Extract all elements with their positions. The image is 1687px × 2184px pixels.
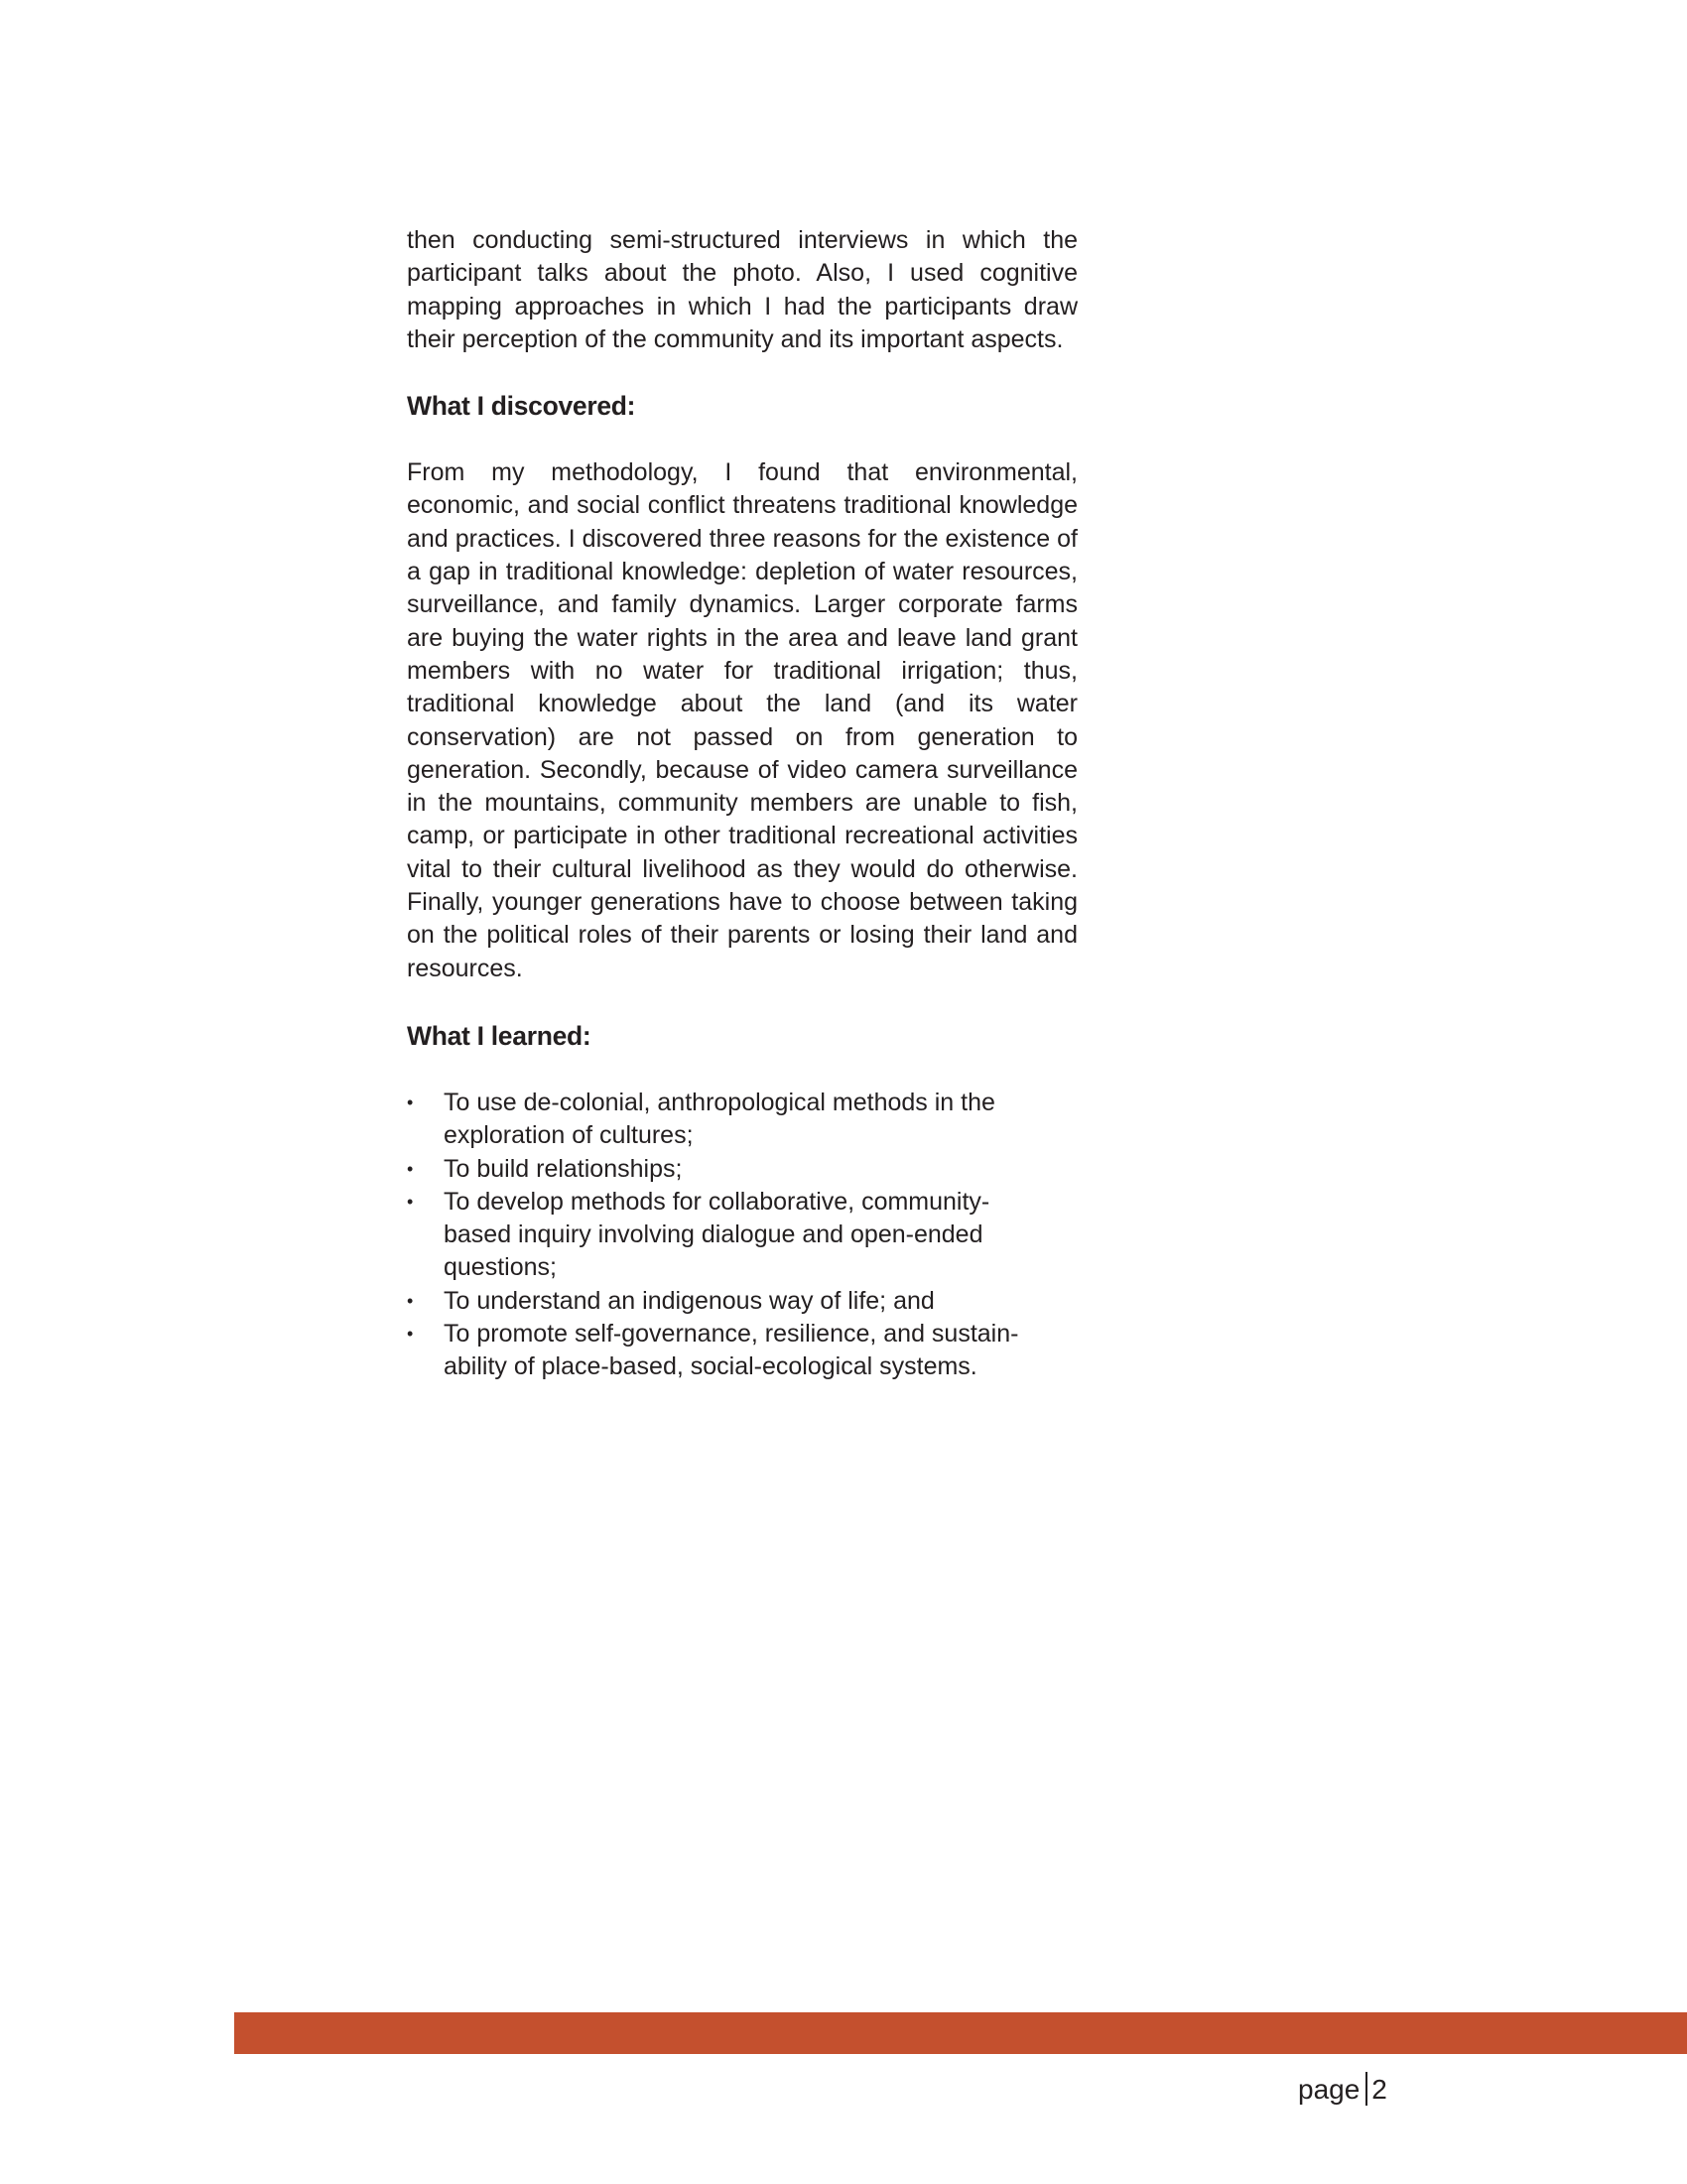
list-item-text: To use de-colonial, anthropological methods in the exploration of cultures;: [444, 1088, 995, 1150]
bullet-icon: •: [407, 1290, 414, 1311]
document-body: [407, 224, 1078, 1384]
page-separator: [1365, 2072, 1367, 2106]
bullet-icon: •: [407, 1324, 414, 1345]
learned-heading: What I learned:: [407, 1020, 591, 1051]
list-item-text: To understand an indigenous way of life; and: [444, 1286, 935, 1315]
discovered-paragraph: From my methodology, I found that environmental, economic, and social conflict threatens traditional knowledge and practices. I discovered three reasons for the existence of a gap in traditional knowledge: depletion of water resources, surveillance, and family dynamics. Larger corporate farms are buying the water rights in the area and leave land grant members with no water for traditional irrigation; thus, traditional knowledge about the land (and its water conservation) are not passed on from generation to generation. Secondly, because of video camera surveillance in the mountains, community members are unable to fish, camp, or participate in other traditional recreational activities vital to their cultural livelihood as they would do otherwise. Finally, younger generations have to choose between taking on the political roles of their parents or losing their land and resources.: [407, 458, 1078, 982]
footer-accent-bar: [234, 2012, 1687, 2054]
discovered-heading: What I discovered:: [407, 391, 636, 422]
intro-paragraph: then conducting semi-structured interviews in which the participant talks about the photo. Also, I used cognitive mapping approaches in which I had the participants draw their perception of the community and its important aspects.: [407, 226, 1078, 353]
list-item: [407, 1186, 1078, 1285]
list-item: [407, 1318, 1078, 1384]
page-number: 2: [1371, 2074, 1387, 2105]
page-number-label: [1298, 2072, 1387, 2107]
list-item: [407, 1153, 1078, 1186]
bullet-icon: •: [407, 1158, 414, 1179]
list-item-text: To promote self-governance, resilience, and sustainability of place-based, social-ecological systems.: [444, 1320, 1019, 1381]
bullet-icon: •: [407, 1092, 414, 1112]
list-item-text: To build relationships;: [444, 1154, 683, 1183]
bullet-icon: •: [407, 1191, 414, 1212]
learned-list: [407, 1087, 1078, 1384]
list-item-text: To develop methods for collaborative, community-based inquiry involving dialogue and open-ended questions;: [444, 1187, 990, 1282]
list-item: [407, 1285, 1078, 1318]
page-word: page: [1298, 2074, 1361, 2105]
list-item: [407, 1087, 1078, 1153]
